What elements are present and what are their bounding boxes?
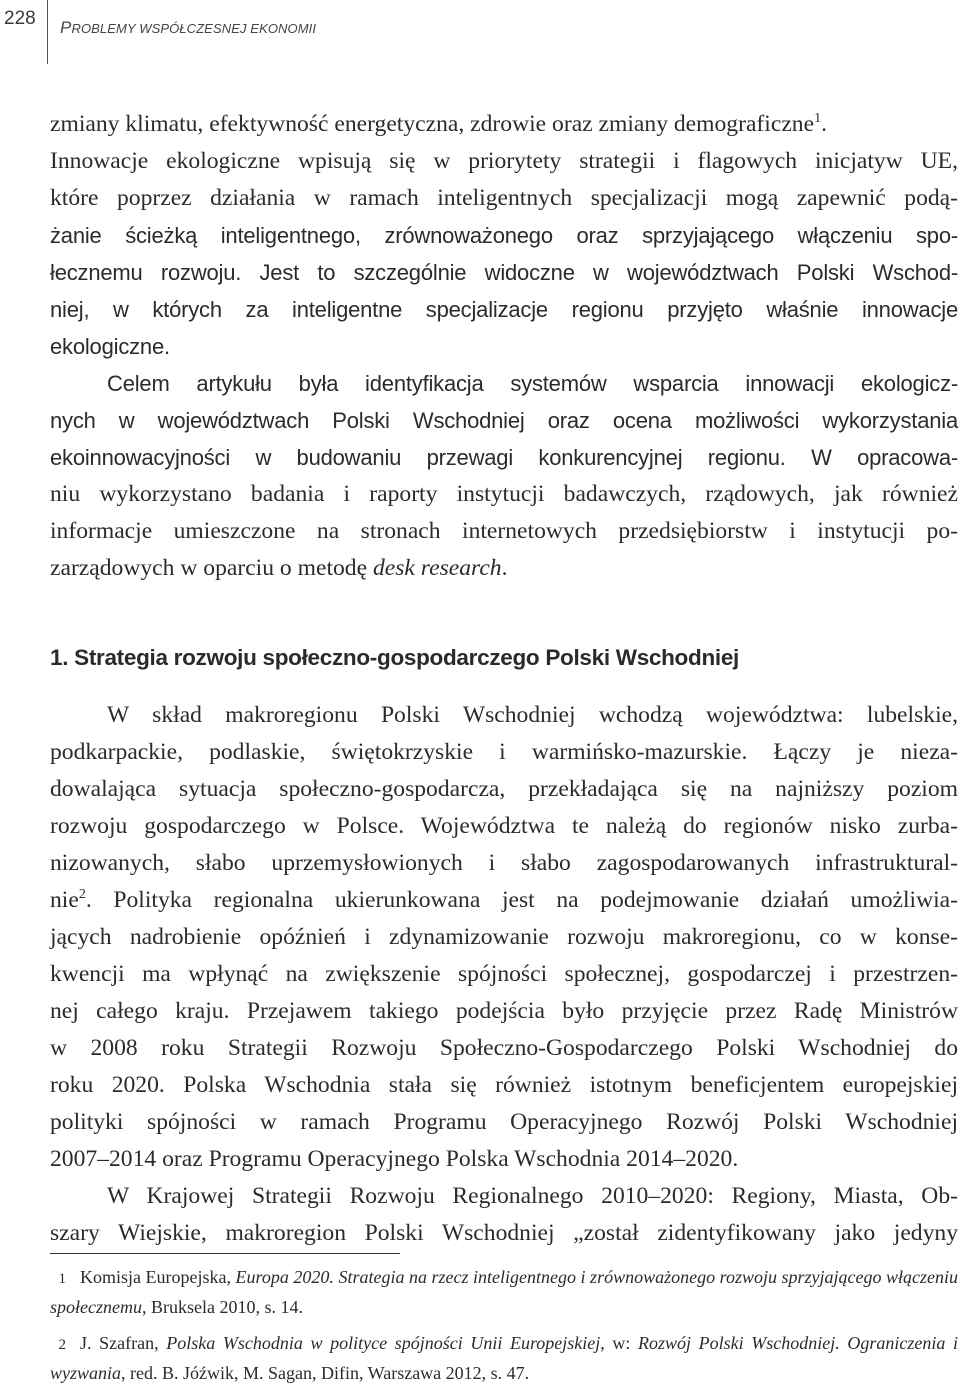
running-head-initial: P — [60, 18, 72, 37]
running-head-rest: ROBLEMY WSPÓŁCZESNEJ EKONOMII — [71, 21, 317, 36]
text-line: Innowacje ekologiczne wpisują się w priorytety strategii i flagowych inicjatyw UE, — [50, 148, 958, 174]
footnote-2: 2 J. Szafran, Polska Wschodnia w polityce spójności Unii Europejskiej, w: Rozwój Polski Wschodniej. Ograniczenia i wyzwania, red. B. Jóźwik, M. Sagan, Difin, Warszawa 2012, s. 47. — [50, 1333, 959, 1383]
text-line: 2007–2014 oraz Programu Operacyjnego Polska Wschodnia 2014–2020. — [50, 1146, 739, 1172]
text-line: które poprzez działania w ramach inteligentnych specjalizacji mogą zapewnić podą- — [50, 185, 958, 211]
text-line: informacje umieszczone na stronach internetowych przedsiębiorstw i instytucji po- — [50, 518, 958, 544]
footnotes — [50, 1263, 958, 1395]
text-line: zarządowych w oparciu o metodę desk research. — [50, 555, 508, 581]
header-divider — [47, 0, 48, 64]
text-line: kwencji ma wpłynąć na zwiększenie spójności społecznej, gospodarczej i przestrzen- — [50, 961, 958, 987]
text-line: W skład makroregionu Polski Wschodniej wchodzą województwa: lubelskie, — [107, 702, 958, 728]
paragraph-region — [50, 697, 958, 1178]
text-line: ekoinnowacyjności w budowaniu przewagi konkurencyjnej regionu. W opracowa- — [50, 445, 958, 470]
section-heading: 1. Strategia rozwoju społeczno-gospodarczego Polski Wschodniej — [50, 645, 740, 670]
text-line: łecznemu rozwoju. Jest to szczególnie widoczne w województwach Polski Wschod- — [50, 260, 958, 285]
text-line: W Krajowej Strategii Rozwoju Regionalnego 2010–2020: Regiony, Miasta, Ob- — [107, 1183, 958, 1209]
footnote-number: 1 — [58, 1271, 66, 1287]
footnote-divider — [50, 1253, 400, 1254]
text-line: nizowanych, słabo uprzemysłowionych i słabo zagospodarowanych infrastruktural- — [50, 850, 958, 876]
text-line: rozwoju gospodarczego w Polsce. Województwa te należą do regionów nisko zurba- — [50, 813, 958, 839]
text-line: ekologiczne. — [50, 334, 170, 359]
paragraph-aim — [50, 365, 958, 587]
text-line: szary Wiejskie, makroregion Polski Wschodniej „został zidentyfikowany jako jedyny — [50, 1220, 958, 1246]
footnote-1: 1 Komisja Europejska, Europa 2020. Strategia na rzecz inteligentnego i zrównoważonego rozwoju sprzyjającego włączeniu społecznemu, Bruksela 2010, s. 14. — [50, 1267, 958, 1317]
footnote-ref-1[interactable]: 1 — [814, 111, 822, 126]
page-number: 228 — [4, 8, 36, 29]
text-line: jących nadrobienie opóźnień i zdynamizowanie rozwoju makroregionu, co w konse- — [50, 924, 958, 950]
text-line: niej, w których za inteligentne specjalizacje regionu przyjęto właśnie innowacje — [50, 297, 958, 322]
text-line: zmiany klimatu, efektywność energetyczna, zdrowie oraz zmiany demograficzne$^1$. — [50, 111, 827, 137]
footnote-number: 2 — [58, 1337, 66, 1353]
text-line: dowalająca sytuacja społeczno-gospodarcza, przekładająca się na najniższy poziom — [50, 776, 958, 802]
text-line: polityki spójności w ramach Programu Operacyjnego Rozwój Polski Wschodniej — [50, 1109, 958, 1135]
text-line: żanie ścieżką inteligentnego, zrównoważonego oraz sprzyjającego włączeniu spo- — [50, 223, 958, 248]
text-line: niu wykorzystano badania i raporty instytucji badawczych, rządowych, jak również — [50, 481, 958, 507]
text-line: nej całego kraju. Przejawem takiego podejścia było przyjęcie przez Radę Ministrów — [50, 998, 958, 1024]
paragraph-strategy — [50, 1178, 958, 1252]
text-line: Celem artykułu była identyfikacja systemów wsparcia innowacji ekologicz- — [107, 371, 958, 396]
text-line: roku 2020. Polska Wschodnia stała się również istotnym beneficjentem europejskiej — [50, 1072, 958, 1098]
running-head — [60, 18, 316, 38]
text-line: nie$^2$. Polityka regionalna ukierunkowana jest na podejmowanie działań umożliwia- — [50, 887, 958, 913]
text-line: nych w województwach Polski Wschodniej oraz ocena możliwości wykorzystania — [50, 408, 958, 433]
paragraph-continuation — [50, 106, 958, 365]
text-line: podkarpackie, podlaskie, świętokrzyskie i warmińsko-mazurskie. Łączy je nieza- — [50, 739, 958, 765]
footnote-ref-2[interactable]: 2 — [78, 887, 86, 902]
text-line: w 2008 roku Strategii Rozwoju Społeczno-Gospodarczego Polski Wschodniej do — [50, 1035, 958, 1061]
